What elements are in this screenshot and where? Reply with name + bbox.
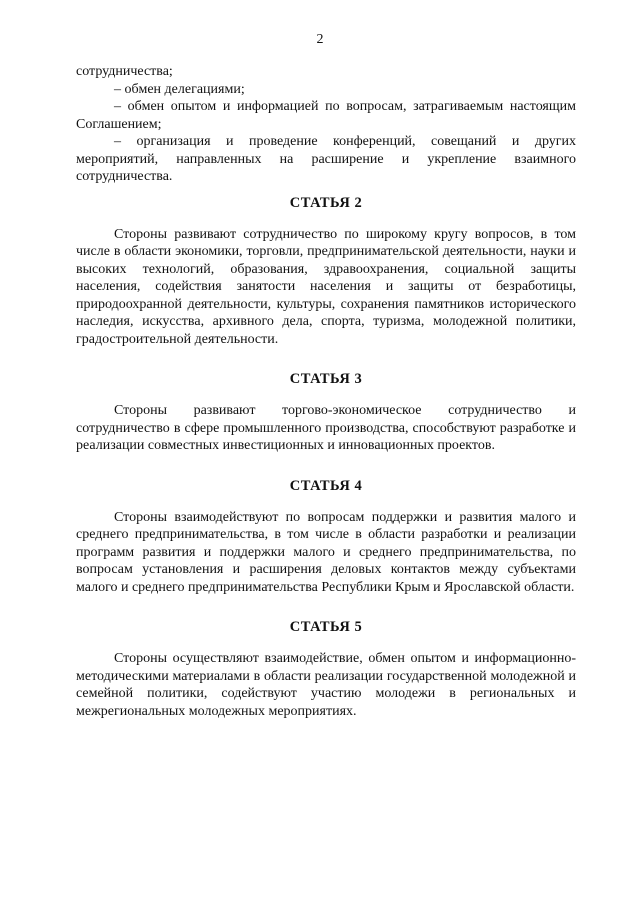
intro-continuation [76,63,576,186]
article-heading: СТАТЬЯ 3 [289,371,363,387]
intro-line: сотрудничества; [76,64,173,79]
article-heading: СТАТЬЯ 2 [289,194,363,211]
article-3 [76,370,576,455]
list-item: – организация и проведение конференций, совещаний и других мероприятий, направленных на расширение и укрепление взаимного сотрудничества. [76,134,576,184]
article-5 [76,618,576,720]
article-heading: СТАТЬЯ 4 [289,477,363,494]
list-item: – обмен опытом и информацией по вопросам, затрагиваемым настоящим Соглашением; [76,99,576,132]
article-4 [76,477,576,597]
article-2 [76,194,576,349]
article-text: Стороны осуществляют взаимодействие, обмен опытом и информационно-методическими материалами в области реализации государственной молодежной и семейной политики, содействуют участию молодежи в региональных и межрегиональных молодежных мероприятиях. [76,651,576,719]
page-number: 2 [316,32,324,47]
article-text: Стороны развивают сотрудничество по широкому кругу вопросов, в том числе в области экономики, торговли, предпринимательской деятельности, науки и высоких технологий, образования, здравоохранения, социальной защиты населения, содействия занятости населения и защиты от безработицы, природоохранной деятельности, культуры, сохранения памятников исторического наследия, искусства, архивного дела, спорта, туризма, молодежной политики, градостроительной деятельности. [76,226,576,347]
document-body [76,63,576,720]
article-text: Стороны развивают торгово-экономическое сотрудничество и сотрудничество в сфере промышленного производства, способствуют разработке и реализации совместных инвестиционных и инновационных проектов. [76,403,576,453]
list-item: – обмен делегациями; [114,81,245,97]
article-heading: СТАТЬЯ 5 [289,619,363,635]
article-text: Стороны взаимодействуют по вопросам поддержки и развития малого и среднего предпринимательства, в том числе в области разработки и реализации программ развития и поддержки малого и среднего предпринимательства, по вопросам установления и расширения деловых контактов между субъектами малого и среднего предпринимательства Республики Крым и Ярославской области. [76,509,576,595]
